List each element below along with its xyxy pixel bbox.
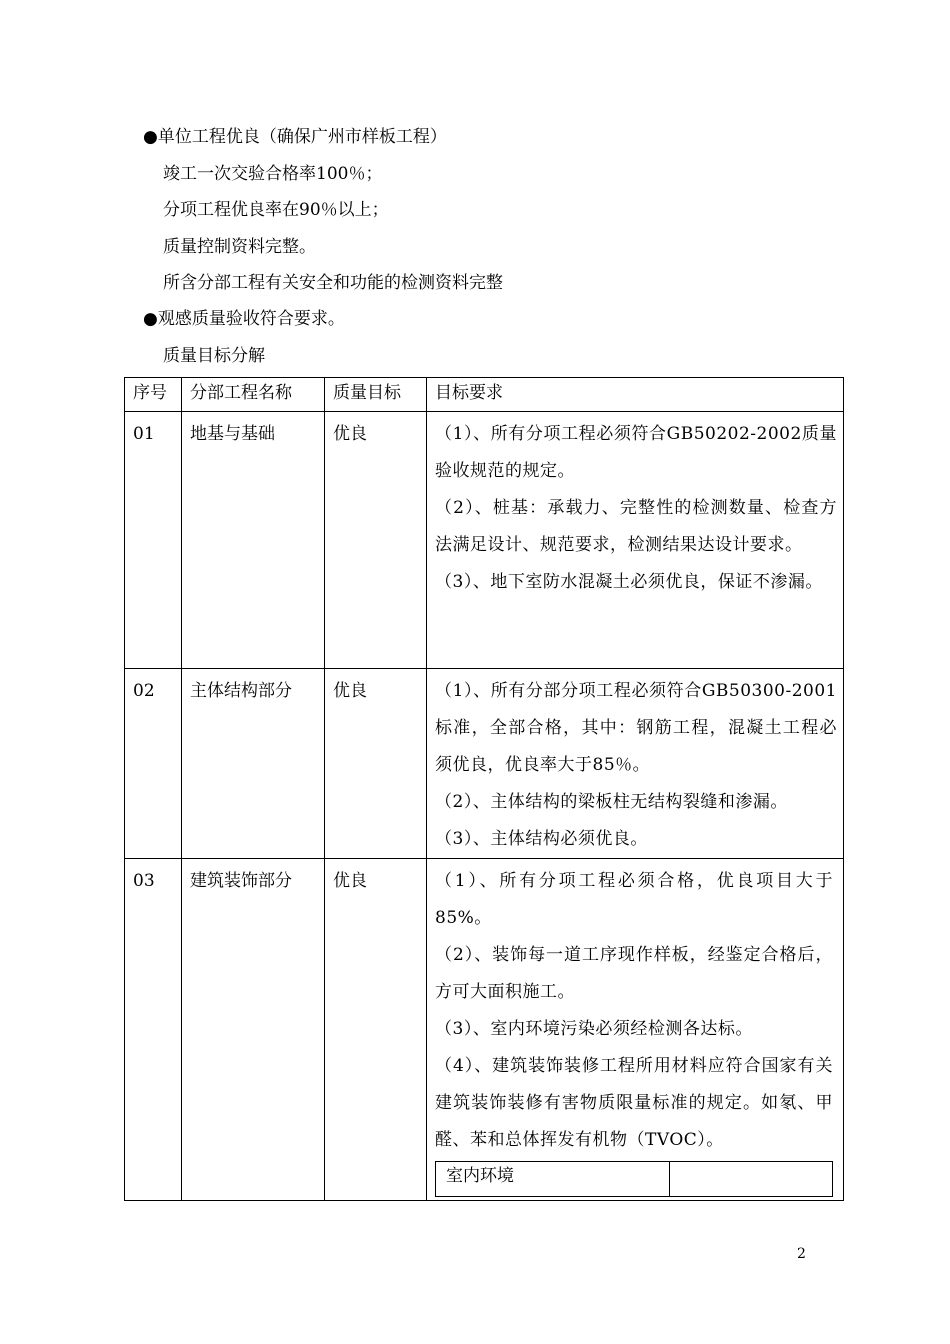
table-caption: 质量目标分解 <box>163 346 265 366</box>
item-excellent-rate: 分项工程优良率在90％以上； <box>163 200 389 220</box>
inner-table-row <box>436 1162 833 1197</box>
table-row <box>125 669 844 859</box>
item-quality-data: 质量控制资料完整。 <box>163 237 316 257</box>
requirement-item: （1）、所有分部分项工程必须符合GB50300-2001标准，全部合格，其中：钢筋工程，混凝土工程必须优良，优良率大于85％。 <box>435 681 837 775</box>
item-acceptance-rate: 竣工一次交验合格率100％； <box>163 164 383 184</box>
row-name: 地基与基础 <box>182 412 325 669</box>
row-target: 优良 <box>325 859 427 1201</box>
requirement-item: （4）、建筑装饰装修工程所用材料应符合国家有关建筑装饰装修有害物质限量标准的规定。如氡、甲醛、苯和总体挥发有机物（TVOC）。 <box>435 1056 833 1150</box>
row-requirements <box>427 669 844 859</box>
quality-goals-table <box>124 377 844 1201</box>
row-requirements <box>427 859 844 1201</box>
row-target: 优良 <box>325 412 427 669</box>
table-row <box>125 859 844 1201</box>
requirement-item: （2）、主体结构的梁板柱无结构裂缝和渗漏。 <box>435 792 788 812</box>
header-no: 序号 <box>125 378 182 412</box>
table-row <box>125 412 844 669</box>
bullet-unit-project: ●单位工程优良（确保广州市样板工程） <box>143 127 447 147</box>
inner-label: 室内环境 <box>436 1162 670 1197</box>
item-safety-data: 所含分部工程有关安全和功能的检测资料完整 <box>163 273 503 293</box>
requirement-item: （3）、地下室防水混凝土必须优良，保证不渗漏。 <box>435 572 823 592</box>
row-no: 01 <box>125 412 182 669</box>
header-name: 分部工程名称 <box>182 378 325 412</box>
row-name: 建筑装饰部分 <box>182 859 325 1201</box>
requirement-item: （3）、室内环境污染必须经检测各达标。 <box>435 1019 753 1039</box>
indoor-environment-table <box>435 1161 833 1197</box>
row-name: 主体结构部分 <box>182 669 325 859</box>
requirement-item: （2）、桩基：承载力、完整性的检测数量、检查方法满足设计、规范要求，检测结果达设计要求。 <box>435 498 837 555</box>
table-header-row <box>125 378 844 412</box>
requirement-item: （1）、所有分项工程必须合格，优良项目大于85%。 <box>435 871 833 928</box>
bullet-appearance: ●观感质量验收符合要求。 <box>143 309 345 329</box>
header-target: 质量目标 <box>325 378 427 412</box>
row-no: 02 <box>125 669 182 859</box>
row-no: 03 <box>125 859 182 1201</box>
row-requirements <box>427 412 844 669</box>
header-requirement: 目标要求 <box>427 378 844 412</box>
page-number: 2 <box>797 1246 806 1262</box>
inner-value <box>670 1162 833 1197</box>
requirement-item: （1）、所有分项工程必须符合GB50202-2002质量验收规范的规定。 <box>435 424 837 481</box>
row-target: 优良 <box>325 669 427 859</box>
requirement-item: （3）、主体结构必须优良。 <box>435 829 648 849</box>
requirement-item: （2）、装饰每一道工序现作样板，经鉴定合格后，方可大面积施工。 <box>435 945 833 1002</box>
